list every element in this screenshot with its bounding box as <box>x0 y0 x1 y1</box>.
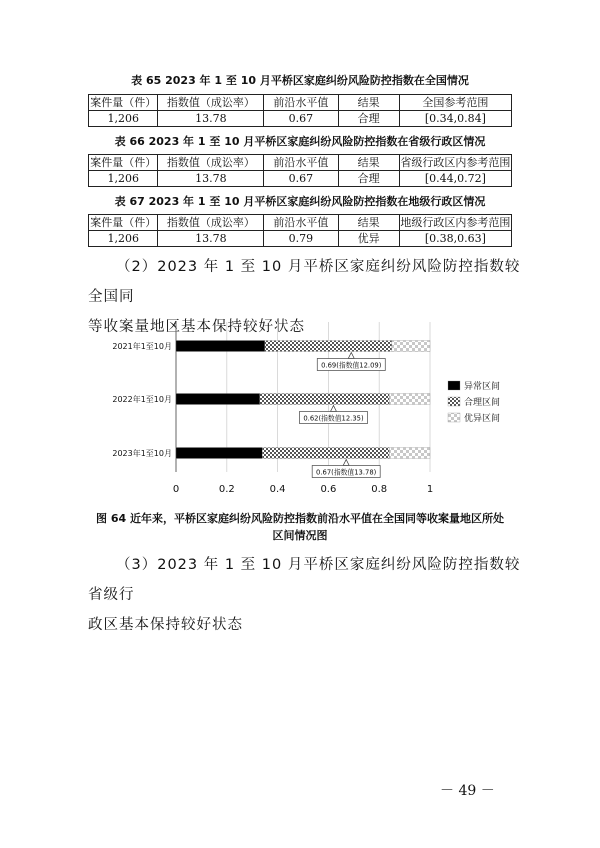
bar-segment <box>389 448 430 459</box>
table-65-caption: 表 65 2023 年 1 至 10 月平桥区家庭纠纷风险防控指数在全国情况 <box>131 74 469 87</box>
table-cell: 13.78 <box>158 171 264 187</box>
table-cell: 13.78 <box>158 111 264 127</box>
category-label: 2023年1至10月 <box>112 449 172 458</box>
header-cell: 结果 <box>338 215 399 231</box>
legend-swatch <box>448 397 460 406</box>
x-tick-label: 0 <box>172 484 180 495</box>
table-header-row <box>89 215 512 231</box>
table-66-caption: 表 66 2023 年 1 至 10 月平桥区家庭纠纷风险防控指数在省级行政区情况 <box>114 135 486 148</box>
paragraph-line: （3）2023 年 1 至 10 月平桥区家庭纠纷风险防控指数较省级行 <box>88 557 521 603</box>
category-label: 2022年1至10月 <box>112 395 172 404</box>
header-cell: 案件量（件） <box>90 155 157 169</box>
figure-caption-line: 区间情况图 <box>272 529 328 542</box>
chart-annotations <box>299 353 385 478</box>
legend-label: 合理区间 <box>464 398 501 408</box>
x-tick-label: 1 <box>426 484 434 495</box>
bar-segment <box>260 394 390 405</box>
header-cell: 地级行政区内参考范围 <box>400 215 511 229</box>
legend-label: 优异区间 <box>464 414 501 424</box>
table-cell: 13.78 <box>158 231 264 247</box>
header-cell: 省级行政区内参考范围 <box>400 155 511 169</box>
table-cell: [0.44,0.72] <box>399 171 511 187</box>
table-cell: 0.67 <box>264 111 338 127</box>
table-row <box>89 231 512 247</box>
section-3-paragraph <box>88 550 528 640</box>
table-cell: 1,206 <box>89 111 158 127</box>
annotation-pointer <box>330 406 336 412</box>
paragraph-line: 等收案量地区基本保持较好状态 <box>88 319 305 335</box>
bar-segment <box>265 341 392 352</box>
header-cell: 指数值（成讼率） <box>158 95 264 111</box>
header-cell: 前沿水平值 <box>264 95 338 111</box>
legend-label: 异常区间 <box>464 382 501 392</box>
x-tick-label: 0.2 <box>218 484 235 495</box>
table-67-caption: 表 67 2023 年 1 至 10 月平桥区家庭纠纷风险防控指数在地级行政区情况 <box>114 195 486 208</box>
x-tick-label: 0.4 <box>269 484 286 495</box>
figure-caption-line: 图 64 近年来，平桥区家庭纠纷风险防控指数前沿水平值在全国同等收案量地区所处 <box>96 512 504 525</box>
bar-segment <box>262 448 389 459</box>
annotation-label: 0.67(指数值13.78) <box>316 468 377 477</box>
x-tick-label: 0.8 <box>371 484 388 495</box>
table-cell: [0.38,0.63] <box>399 231 511 247</box>
table-cell: 0.79 <box>264 231 338 247</box>
header-cell: 前沿水平值 <box>264 155 338 171</box>
table-row <box>89 111 512 127</box>
table-cell: 合理 <box>338 111 399 127</box>
paragraph-line: 政区基本保持较好状态 <box>88 617 243 633</box>
bar-segment <box>176 341 265 352</box>
header-cell: 案件量（件） <box>90 215 157 229</box>
chart-legend <box>448 380 500 424</box>
chart-bars <box>176 341 430 459</box>
figure-caption <box>88 510 512 544</box>
table-header-row <box>89 155 512 171</box>
table-cell: 0.67 <box>264 171 338 187</box>
chart-tick-labels <box>173 484 433 495</box>
chart-category-labels <box>112 341 172 458</box>
header-cell: 结果 <box>338 95 399 111</box>
table-cell: 优异 <box>338 231 399 247</box>
annotation-pointer <box>343 460 349 466</box>
page-number: － 49 － <box>440 783 495 799</box>
table-row <box>89 171 512 187</box>
table-67 <box>88 214 512 247</box>
table-cell: 1,206 <box>89 231 158 247</box>
header-cell: 案件量（件） <box>90 95 157 109</box>
bar-segment <box>176 448 262 459</box>
bar-segment <box>392 341 430 352</box>
table-cell: [0.34,0.84] <box>399 111 511 127</box>
interval-chart <box>88 318 528 498</box>
header-cell: 指数值（成讼率） <box>158 155 264 171</box>
paragraph-line: （2）2023 年 1 至 10 月平桥区家庭纠纷风险防控指数较全国同 <box>88 259 521 305</box>
annotation-label: 0.69(指数值12.09) <box>321 361 382 370</box>
category-label: 2021年1至10月 <box>112 342 172 351</box>
x-tick-label: 0.6 <box>320 484 337 495</box>
header-cell: 结果 <box>338 155 399 171</box>
annotation-pointer <box>348 353 354 359</box>
bar-segment <box>389 394 430 405</box>
header-cell: 指数值（成讼率） <box>158 215 264 231</box>
legend-swatch <box>448 381 460 390</box>
bar-segment <box>176 394 260 405</box>
table-cell: 1,206 <box>89 171 158 187</box>
header-cell: 全国参考范围 <box>399 95 511 111</box>
table-header-row <box>89 95 512 111</box>
annotation-label: 0.62(指数值12.35) <box>303 414 364 423</box>
table-65 <box>88 94 512 127</box>
header-cell: 前沿水平值 <box>264 215 338 231</box>
table-66 <box>88 154 512 187</box>
legend-swatch <box>448 413 460 422</box>
table-cell: 合理 <box>338 171 399 187</box>
